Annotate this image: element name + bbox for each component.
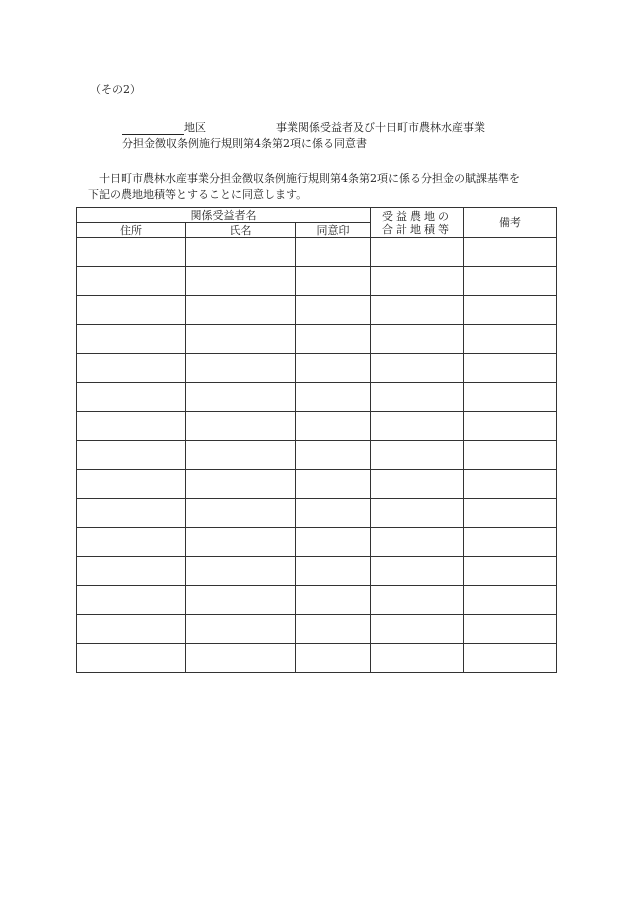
body-text xyxy=(88,171,558,203)
address-cell[interactable] xyxy=(77,586,186,615)
name-cell[interactable] xyxy=(186,615,296,644)
address-cell[interactable] xyxy=(77,441,186,470)
consent-seal-header: 同意印 xyxy=(296,223,371,238)
district-blank[interactable] xyxy=(122,122,184,135)
consent-seal-cell[interactable] xyxy=(296,528,371,557)
consent-seal-cell[interactable] xyxy=(296,354,371,383)
name-cell[interactable] xyxy=(186,412,296,441)
page-label: （その2） xyxy=(90,83,141,96)
area-cell[interactable] xyxy=(371,238,464,267)
table-row xyxy=(77,557,557,586)
address-header: 住所 xyxy=(77,223,186,238)
consent-seal-cell[interactable] xyxy=(296,238,371,267)
remarks-cell[interactable] xyxy=(464,325,557,354)
table-row xyxy=(77,383,557,412)
remarks-cell[interactable] xyxy=(464,238,557,267)
table-row xyxy=(77,267,557,296)
address-cell[interactable] xyxy=(77,644,186,673)
area-cell[interactable] xyxy=(371,325,464,354)
remarks-cell[interactable] xyxy=(464,383,557,412)
area-header-line-1: 受益農地の xyxy=(382,209,453,223)
address-cell[interactable] xyxy=(77,528,186,557)
remarks-cell[interactable] xyxy=(464,354,557,383)
address-cell[interactable] xyxy=(77,615,186,644)
body-line-2: 下記の農地地積等とすることに同意します。 xyxy=(88,188,308,201)
name-cell[interactable] xyxy=(186,296,296,325)
area-header-line-2: 合計地積等 xyxy=(382,222,453,236)
remarks-cell[interactable] xyxy=(464,615,557,644)
address-cell[interactable] xyxy=(77,325,186,354)
area-cell[interactable] xyxy=(371,383,464,412)
consent-seal-cell[interactable] xyxy=(296,470,371,499)
area-cell[interactable] xyxy=(371,528,464,557)
remarks-cell[interactable] xyxy=(464,412,557,441)
title-line-2: 分担金徴収条例施行規則第4条第2項に係る同意書 xyxy=(122,137,367,150)
consent-seal-cell[interactable] xyxy=(296,441,371,470)
address-cell[interactable] xyxy=(77,238,186,267)
consent-seal-cell[interactable] xyxy=(296,296,371,325)
name-cell[interactable] xyxy=(186,470,296,499)
area-cell[interactable] xyxy=(371,412,464,441)
area-cell[interactable] xyxy=(371,644,464,673)
remarks-cell[interactable] xyxy=(464,644,557,673)
remarks-cell[interactable] xyxy=(464,586,557,615)
address-cell[interactable] xyxy=(77,470,186,499)
remarks-cell[interactable] xyxy=(464,267,557,296)
name-cell[interactable] xyxy=(186,267,296,296)
table-row xyxy=(77,470,557,499)
group-header: 関係受益者名 xyxy=(77,208,371,223)
table-row xyxy=(77,296,557,325)
consent-seal-cell[interactable] xyxy=(296,412,371,441)
consent-seal-cell[interactable] xyxy=(296,644,371,673)
name-cell[interactable] xyxy=(186,325,296,354)
district-suffix: 地区 xyxy=(184,121,206,134)
beneficiary-table xyxy=(76,207,557,673)
table-row xyxy=(77,586,557,615)
name-cell[interactable] xyxy=(186,441,296,470)
title-text-1: 事業関係受益者及び十日町市農林水産事業 xyxy=(276,121,485,134)
name-cell[interactable] xyxy=(186,528,296,557)
address-cell[interactable] xyxy=(77,499,186,528)
address-cell[interactable] xyxy=(77,354,186,383)
table-row xyxy=(77,499,557,528)
address-cell[interactable] xyxy=(77,296,186,325)
consent-seal-cell[interactable] xyxy=(296,325,371,354)
table-row xyxy=(77,412,557,441)
area-cell[interactable] xyxy=(371,354,464,383)
table-row xyxy=(77,615,557,644)
name-cell[interactable] xyxy=(186,557,296,586)
remarks-cell[interactable] xyxy=(464,528,557,557)
name-cell[interactable] xyxy=(186,354,296,383)
area-header xyxy=(371,208,464,238)
name-cell[interactable] xyxy=(186,383,296,412)
name-cell[interactable] xyxy=(186,586,296,615)
table-row xyxy=(77,644,557,673)
consent-seal-cell[interactable] xyxy=(296,383,371,412)
body-line-1: 十日町市農林水産事業分担金徴収条例施行規則第4条第2項に係る分担金の賦課基準を xyxy=(99,172,520,185)
area-cell[interactable] xyxy=(371,586,464,615)
remarks-cell[interactable] xyxy=(464,441,557,470)
consent-seal-cell[interactable] xyxy=(296,615,371,644)
area-cell[interactable] xyxy=(371,499,464,528)
consent-seal-cell[interactable] xyxy=(296,557,371,586)
table-row xyxy=(77,441,557,470)
remarks-cell[interactable] xyxy=(464,470,557,499)
area-cell[interactable] xyxy=(371,267,464,296)
consent-seal-cell[interactable] xyxy=(296,586,371,615)
consent-seal-cell[interactable] xyxy=(296,267,371,296)
name-cell[interactable] xyxy=(186,644,296,673)
area-cell[interactable] xyxy=(371,296,464,325)
consent-seal-cell[interactable] xyxy=(296,499,371,528)
remarks-cell[interactable] xyxy=(464,499,557,528)
remarks-cell[interactable] xyxy=(464,296,557,325)
area-cell[interactable] xyxy=(371,557,464,586)
name-header: 氏名 xyxy=(186,223,296,238)
area-cell[interactable] xyxy=(371,470,464,499)
table-row xyxy=(77,528,557,557)
name-cell[interactable] xyxy=(186,499,296,528)
area-cell[interactable] xyxy=(371,441,464,470)
name-cell[interactable] xyxy=(186,238,296,267)
table-row xyxy=(77,238,557,267)
address-cell[interactable] xyxy=(77,557,186,586)
address-cell[interactable] xyxy=(77,383,186,412)
title-line-1 xyxy=(122,121,485,135)
table-row xyxy=(77,325,557,354)
remarks-header: 備考 xyxy=(464,208,557,238)
header-row-1 xyxy=(77,208,557,223)
table-row xyxy=(77,354,557,383)
address-cell[interactable] xyxy=(77,412,186,441)
address-cell[interactable] xyxy=(77,267,186,296)
area-cell[interactable] xyxy=(371,615,464,644)
remarks-cell[interactable] xyxy=(464,557,557,586)
